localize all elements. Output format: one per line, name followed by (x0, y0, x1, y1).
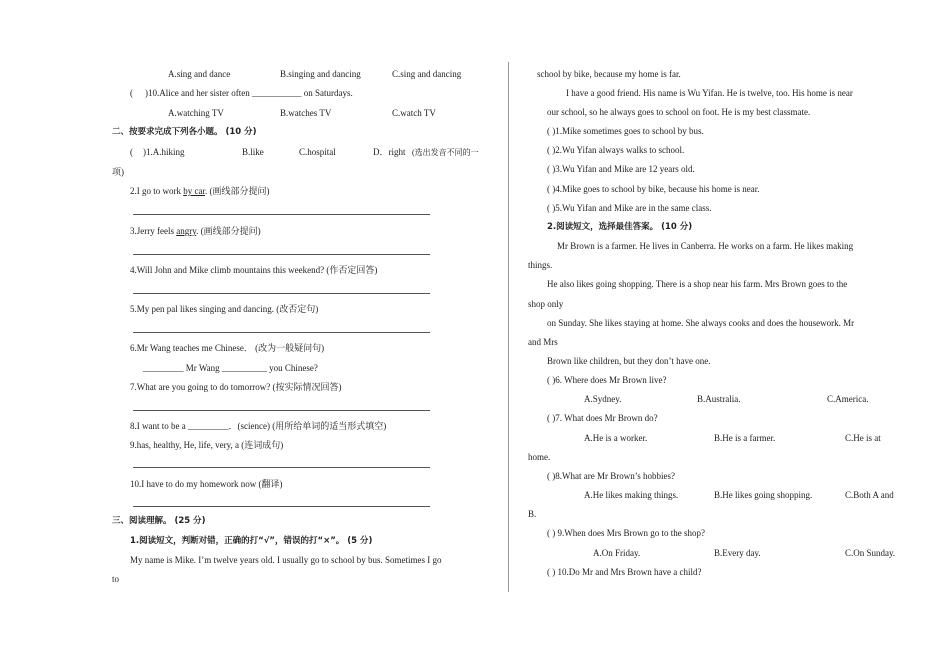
question-10 (130, 88, 353, 99)
mcq-6-option-a: A.Sydney. (584, 394, 622, 404)
mcq-8-option-b: B.He likes going shopping. (714, 490, 813, 500)
task-5: 5.My pen pal likes singing and dancing. (改否定句) (130, 304, 319, 314)
answer-line (133, 214, 430, 215)
task-1-instruction-wrap: 项) (112, 167, 124, 177)
q10-option-a: A.watching TV (168, 108, 224, 118)
mcq-9-option-a: A.On Friday. (593, 548, 641, 558)
task-1-option-b: B.like (242, 147, 264, 157)
question-text: )10.Alice and her sister often ___________ on Saturdays. (145, 88, 353, 98)
reading-2-paragraph-2: He also likes going shopping. There is a shop near his farm. Mrs Brown goes to the (547, 279, 848, 289)
task-1-option-d: D．right (373, 147, 406, 157)
q9-option-c: C.sing and dancing (392, 69, 462, 79)
reading-2-paragraph-3-wrap: and Mrs (528, 337, 558, 347)
mcq-10: ( ) 10.Do Mr and Mrs Brown have a child? (547, 567, 702, 577)
answer-line (133, 410, 430, 411)
task-1-option-a: )1.A.hiking (143, 147, 185, 157)
mcq-9-option-c: C.On Sunday. (845, 548, 896, 558)
task-3-instruction: . (画线部分提问) (196, 226, 261, 236)
judge-item-3: ( )3.Wu Yifan and Mike are 12 years old. (547, 164, 695, 174)
task-1-instruction: (选出发音不同的一 (412, 148, 479, 157)
task-3-underlined: angry (176, 226, 197, 236)
mcq-8: ( )8.What are Mr Brown’s hobbies? (547, 471, 675, 481)
reading-2-paragraph-2-wrap: shop only (528, 299, 564, 309)
answer-paren: ( (130, 147, 133, 157)
answer-line (133, 254, 430, 255)
judge-item-5: ( )5.Wu Yifan and Mike are in the same class. (547, 203, 712, 213)
mcq-8-option-a: A.He likes making things. (584, 490, 679, 500)
section-2-heading: 二、按要求完成下列各小题。 (10 分) (112, 127, 257, 137)
mcq-8-option-c-wrap: B. (528, 509, 537, 519)
reading-1-paragraph: My name is Mike. I’m twelve years old. I usually go to school by bus. Sometimes I go (130, 555, 442, 565)
mcq-7-option-a: A.He is a worker. (584, 433, 648, 443)
task-4: 4.Will John and Mike climb mountains this weekend? (作否定回答) (130, 265, 378, 275)
answer-line (133, 332, 430, 333)
mcq-9: ( ) 9.When does Mrs Brown go to the shop? (547, 528, 705, 538)
q10-option-c: C.watch TV (392, 108, 436, 118)
task-9: 9.has, healthy, He, life, very, a (连词成句) (130, 440, 284, 450)
mcq-9-option-b: B.Every day. (714, 548, 761, 558)
reading-2-paragraph-4: Brown like children, but they don’t have one. (547, 356, 711, 366)
mcq-6-option-c: C.America. (827, 394, 869, 404)
reading-1-paragraph-cont: school by bike, because my home is far. (537, 69, 681, 79)
task-2-text: 2.I go to work (130, 186, 184, 196)
judge-item-2: ( )2.Wu Yifan always walks to school. (547, 145, 685, 155)
answer-line (133, 506, 430, 507)
mcq-7-option-b: B.He is a farmer. (714, 433, 776, 443)
reading-1-paragraph-2: I have a good friend. His name is Wu Yifan. He is twelve, too. His home is near (566, 88, 853, 98)
reading-1-paragraph-wrap: to (112, 574, 120, 584)
reading-1-paragraph-2-cont: our school, so he always goes to school on foot. He is my best classmate. (547, 107, 811, 117)
task-3-text: 3.Jerry feels (130, 226, 177, 236)
answer-paren: ( (130, 88, 133, 98)
q9-option-b: B.singing and dancing (280, 69, 361, 79)
mcq-6-option-b: B.Australia. (697, 394, 741, 404)
reading-2-paragraph-wrap: things. (528, 260, 553, 270)
column-divider (508, 62, 509, 592)
reading-2-paragraph-3: on Sunday. She likes staying at home. She always cooks and does the housework. Mr (547, 318, 855, 328)
task-3 (130, 226, 261, 237)
mcq-8-option-c: C.Both A and (845, 490, 894, 500)
judge-item-4: ( )4.Mike goes to school by bike, because his home is near. (547, 184, 760, 194)
task-6: 6.Mr Wang teaches me Chinese． (改为一般疑问句) (130, 343, 325, 353)
answer-line (133, 293, 430, 294)
mcq-6: ( )6. Where does Mr Brown live? (547, 375, 667, 385)
task-10: 10.I have to do my homework now (翻译) (130, 479, 283, 489)
answer-line (133, 467, 430, 468)
task-2-underlined: by car (183, 186, 205, 196)
q9-option-a: A.sing and dance (168, 69, 231, 79)
mcq-7-option-c: C.He is at (845, 433, 881, 443)
task-1-option-c: C.hospital (299, 147, 336, 157)
task-6-blank: _________ Mr Wang __________ you Chinese? (143, 363, 318, 373)
task-7: 7.What are you going to do tomorrow? (按实际情况回答) (130, 382, 342, 392)
section-3-heading: 三、阅读理解。 (25 分) (112, 516, 206, 526)
reading-1-heading: 1.阅读短文，判断对错，正确的打“√”，错误的打“×”。 (5 分) (130, 536, 373, 546)
reading-2-paragraph: Mr Brown is a farmer. He lives in Canberra. He works on a farm. He likes making (557, 241, 854, 251)
judge-item-1: ( )1.Mike sometimes goes to school by bus. (547, 126, 704, 136)
task-1 (130, 147, 185, 158)
mcq-7: ( )7. What does Mr Brown do? (547, 413, 658, 423)
task-2 (130, 186, 270, 197)
reading-2-heading: 2.阅读短文，选择最佳答案。 (10 分) (547, 222, 693, 232)
task-8: 8.I want to be a _________．(science) (用所给单词的适当形式填空) (130, 421, 387, 431)
task-2-instruction: . (画线部分提问) (205, 186, 270, 196)
mcq-7-option-c-wrap: home. (528, 452, 551, 462)
q10-option-b: B.watches TV (280, 108, 332, 118)
